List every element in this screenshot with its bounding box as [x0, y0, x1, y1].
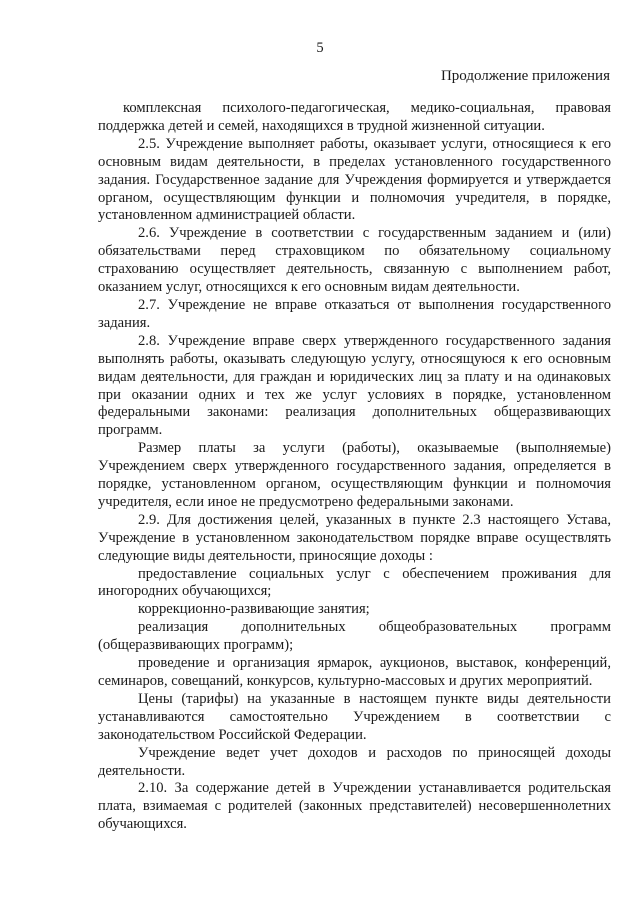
paragraph-2-7: 2.7. Учреждение не вправе отказаться от выполнения государственного задания.: [98, 296, 611, 331]
document-body: [98, 100, 611, 834]
paragraph-prices: Цены (тарифы) на указанные в настоящем пункте виды деятельности устанавливаются самостоятельно Учреждением в соответствии с законодательством Российской Федерации.: [98, 690, 611, 743]
paragraph-2-9: 2.9. Для достижения целей, указанных в пункте 2.3 настоящего Устава, Учреждение в установленном законодательством порядке вправе осуществлять следующие виды деятельности, приносящие доходы :: [98, 511, 611, 564]
paragraph-intro: комплексная психолого-педагогическая, медико-социальная, правовая поддержка детей и семей, находящихся в трудной жизненной ситуации.: [98, 100, 611, 134]
page-number: 5: [316, 40, 324, 56]
paragraph-2-5: 2.5. Учреждение выполняет работы, оказывает услуги, относящиеся к его основным видам деятельности, в пределах установленного государственного задания. Государственное задание для Учреждения формируется и утверждается органом, осуществляющим функции и полномочия учредителя, в порядке, установленном администрацией области.: [98, 135, 611, 224]
paragraph-2-10: 2.10. За содержание детей в Учреждении устанавливается родительская плата, взимаемая с родителей (законных представителей) несовершеннолетних обучающихся.: [98, 780, 611, 833]
list-item-events: проведение и организация ярмарок, аукционов, выставок, конференций, семинаров, совещаний, конкурсов, культурно-массовых и других мероприятий.: [98, 655, 611, 689]
list-item-social-services: предоставление социальных услуг с обеспечением проживания для иногородних обучающихся;: [98, 565, 611, 600]
continuation-label: Продолжение приложения: [440, 68, 610, 84]
paragraph-2-6: 2.6. Учреждение в соответствии с государственным заданием и (или) обязательствами перед страховщиком по обязательному социальному страхованию осуществляет деятельность, связанную с выполнением работ, оказанием услуг, относящихся к его основным видам деятельности.: [98, 225, 611, 296]
paragraph-accounting: Учреждение ведет учет доходов и расходов по приносящей доходы деятельности.: [98, 744, 611, 779]
list-item-programs: реализация дополнительных общеобразовательных программ (общеразвивающих программ);: [98, 619, 611, 654]
paragraph-fee: Размер платы за услуги (работы), оказываемые (выполняемые) Учреждением сверх утвержденного государственного задания, определяется в порядке, установленном органом, осуществляющим функции и полномочия учредителя, если иное не предусмотрено федеральными законами.: [98, 440, 611, 510]
list-item-correctional: коррекционно-развивающие занятия;: [138, 601, 370, 618]
paragraph-2-8: 2.8. Учреждение вправе сверх утвержденного государственного задания выполнять работы, оказывать следующую услугу, относящуюся к его основным видам деятельности, для граждан и юридических лиц за плату и на одинаковых при оказании одних и тех же услуг условиях в порядке, установленном федеральными законами: реализация дополнительных общеразвивающих программ.: [98, 332, 611, 439]
